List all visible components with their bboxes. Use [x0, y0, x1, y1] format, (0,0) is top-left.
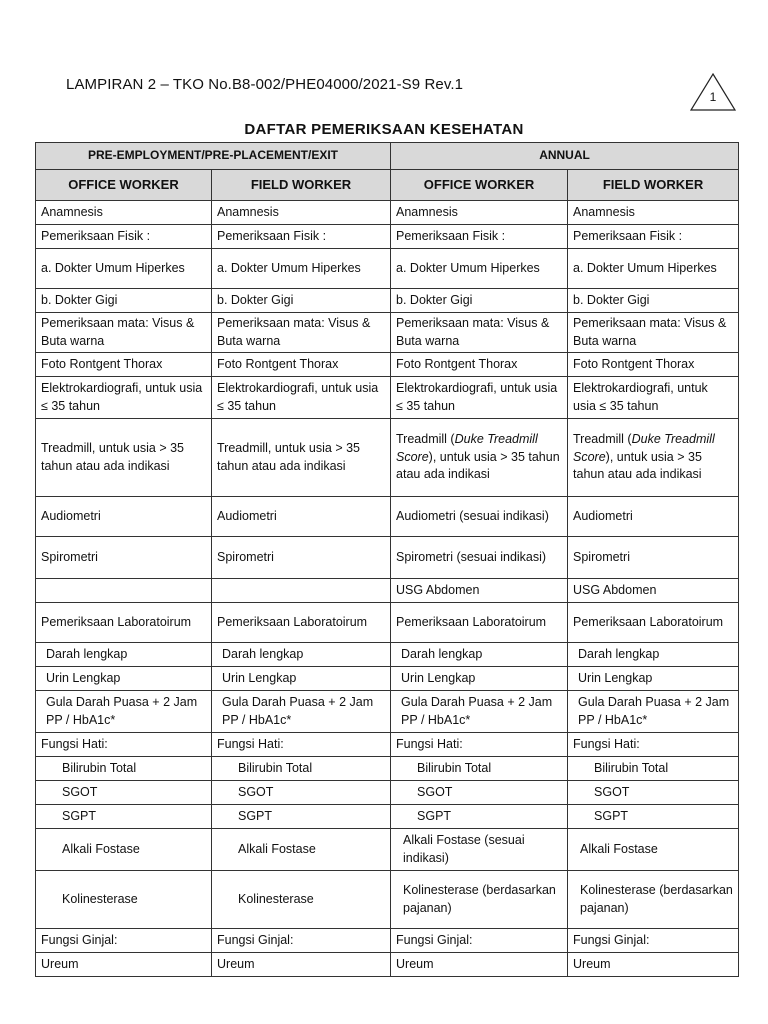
cell-text-italic: Duke Treadmill Score — [396, 432, 538, 464]
table-cell: SGPT — [391, 805, 568, 829]
table-cell: Pemeriksaan Laboratoirum — [568, 603, 739, 643]
table-cell: Pemeriksaan Fisik : — [36, 225, 212, 249]
column-header: OFFICE WORKER — [391, 170, 568, 201]
table-cell: Bilirubin Total — [36, 757, 212, 781]
table-cell: Fungsi Ginjal: — [212, 929, 391, 953]
table-cell: Pemeriksaan Laboratoirum — [391, 603, 568, 643]
table-cell: b. Dokter Gigi — [568, 289, 739, 313]
table-cell: Anamnesis — [36, 201, 212, 225]
table-cell: Pemeriksaan mata: Visus & Buta warna — [36, 313, 212, 353]
table-row — [36, 579, 739, 603]
table-cell: Foto Rontgent Thorax — [212, 353, 391, 377]
table-cell: Urin Lengkap — [212, 667, 391, 691]
table-cell: a. Dokter Umum Hiperkes — [568, 249, 739, 289]
table-row — [36, 781, 739, 805]
table-cell: Foto Rontgent Thorax — [568, 353, 739, 377]
table-cell: Pemeriksaan Fisik : — [568, 225, 739, 249]
exam-table — [35, 142, 739, 977]
table-row — [36, 313, 739, 353]
table-cell: Spirometri (sesuai indikasi) — [391, 537, 568, 579]
table-cell: Kolinesterase (berdasarkan pajanan) — [391, 871, 568, 929]
table-cell: Bilirubin Total — [568, 757, 739, 781]
table-row — [36, 537, 739, 579]
table-cell: Pemeriksaan Laboratoirum — [36, 603, 212, 643]
table-cell: USG Abdomen — [568, 579, 739, 603]
table-row — [36, 225, 739, 249]
table-cell: Gula Darah Puasa + 2 Jam PP / HbA1c* — [568, 691, 739, 733]
table-row — [36, 805, 739, 829]
table-cell: Treadmill, untuk usia > 35 tahun atau ada indikasi — [212, 419, 391, 497]
table-cell: Pemeriksaan mata: Visus & Buta warna — [391, 313, 568, 353]
table-cell: a. Dokter Umum Hiperkes — [36, 249, 212, 289]
table-cell: b. Dokter Gigi — [391, 289, 568, 313]
table-cell: Alkali Fostase (sesuai indikasi) — [391, 829, 568, 871]
table-row — [36, 377, 739, 419]
table-cell: Kolinesterase — [36, 871, 212, 929]
table-cell: Alkali Fostase — [568, 829, 739, 871]
table-cell: Bilirubin Total — [391, 757, 568, 781]
page-title: DAFTAR PEMERIKSAAN KESEHATAN — [244, 121, 524, 138]
table-row — [36, 643, 739, 667]
table-cell: Kolinesterase — [212, 871, 391, 929]
table-row — [36, 667, 739, 691]
table-cell: Fungsi Hati: — [391, 733, 568, 757]
table-cell: Anamnesis — [212, 201, 391, 225]
table-cell: Fungsi Ginjal: — [568, 929, 739, 953]
table-row — [36, 353, 739, 377]
table-row — [36, 497, 739, 537]
table-cell: Elektrokardiografi, untuk usia ≤ 35 tahun — [212, 377, 391, 419]
table-cell — [36, 579, 212, 603]
table-cell: Bilirubin Total — [212, 757, 391, 781]
table-cell: Ureum — [391, 953, 568, 977]
table-cell: Urin Lengkap — [568, 667, 739, 691]
column-header: FIELD WORKER — [212, 170, 391, 201]
table-row — [36, 757, 739, 781]
table-row — [36, 419, 739, 497]
table-cell: Elektrokardiografi, untuk usia ≤ 35 tahun — [568, 377, 739, 419]
table-cell: Elektrokardiografi, untuk usia ≤ 35 tahun — [391, 377, 568, 419]
table-cell: Audiometri — [212, 497, 391, 537]
table-row — [36, 953, 739, 977]
group-header-row — [36, 143, 739, 170]
table-row — [36, 829, 739, 871]
table-cell: a. Dokter Umum Hiperkes — [212, 249, 391, 289]
table-cell: Gula Darah Puasa + 2 Jam PP / HbA1c* — [36, 691, 212, 733]
table-cell-treadmill-annual-office — [391, 419, 568, 497]
table-cell: Alkali Fostase — [212, 829, 391, 871]
cell-text-italic: Duke Treadmill Score — [573, 432, 715, 464]
cell-text: ), untuk usia > 35 tahun atau ada indikasi — [396, 449, 560, 482]
table-cell: SGOT — [391, 781, 568, 805]
table-cell: Audiometri (sesuai indikasi) — [391, 497, 568, 537]
table-cell: Fungsi Ginjal: — [391, 929, 568, 953]
table-cell: Anamnesis — [391, 201, 568, 225]
table-cell: Darah lengkap — [391, 643, 568, 667]
table-cell: SGOT — [212, 781, 391, 805]
cell-text: Treadmill ( — [573, 432, 632, 447]
table-row — [36, 249, 739, 289]
table-row — [36, 201, 739, 225]
table-cell: Audiometri — [568, 497, 739, 537]
table-cell: Fungsi Hati: — [212, 733, 391, 757]
page-number-badge — [689, 72, 737, 112]
table-cell: SGPT — [36, 805, 212, 829]
group-header-pre-employment: PRE-EMPLOYMENT/PRE-PLACEMENT/EXIT — [36, 143, 391, 170]
table-cell: Audiometri — [36, 497, 212, 537]
table-cell: Foto Rontgent Thorax — [36, 353, 212, 377]
table-row — [36, 733, 739, 757]
table-cell: Ureum — [568, 953, 739, 977]
table-cell: Elektrokardiografi, untuk usia ≤ 35 tahun — [36, 377, 212, 419]
table-row — [36, 289, 739, 313]
table-row — [36, 691, 739, 733]
table-cell: Foto Rontgent Thorax — [391, 353, 568, 377]
table-cell: Gula Darah Puasa + 2 Jam PP / HbA1c* — [212, 691, 391, 733]
table-cell: USG Abdomen — [391, 579, 568, 603]
table-cell: Fungsi Hati: — [36, 733, 212, 757]
cell-text: ), untuk usia > 35 tahun atau ada indikasi — [573, 449, 702, 482]
column-header-row — [36, 170, 739, 201]
table-cell: Kolinesterase (berdasarkan pajanan) — [568, 871, 739, 929]
table-row — [36, 603, 739, 643]
table-cell: Pemeriksaan mata: Visus & Buta warna — [212, 313, 391, 353]
table-cell: Fungsi Hati: — [568, 733, 739, 757]
table-cell: Urin Lengkap — [36, 667, 212, 691]
table-row — [36, 929, 739, 953]
table-cell: Darah lengkap — [36, 643, 212, 667]
table-cell: Urin Lengkap — [391, 667, 568, 691]
table-cell: Pemeriksaan Fisik : — [212, 225, 391, 249]
cell-text: Treadmill ( — [396, 432, 455, 447]
group-header-annual: ANNUAL — [391, 143, 739, 170]
table-cell: Pemeriksaan Fisik : — [391, 225, 568, 249]
table-cell: a. Dokter Umum Hiperkes — [391, 249, 568, 289]
table-cell: Fungsi Ginjal: — [36, 929, 212, 953]
table-cell: Spirometri — [36, 537, 212, 579]
table-cell: Treadmill, untuk usia > 35 tahun atau ada indikasi — [36, 419, 212, 497]
column-header: FIELD WORKER — [568, 170, 739, 201]
table-cell: Pemeriksaan mata: Visus & Buta warna — [568, 313, 739, 353]
table-cell — [212, 579, 391, 603]
table-row — [36, 871, 739, 929]
table-cell: Ureum — [36, 953, 212, 977]
table-cell: Anamnesis — [568, 201, 739, 225]
table-cell: b. Dokter Gigi — [212, 289, 391, 313]
table-cell: SGPT — [212, 805, 391, 829]
table-cell: b. Dokter Gigi — [36, 289, 212, 313]
table-cell: Ureum — [212, 953, 391, 977]
table-cell: Darah lengkap — [568, 643, 739, 667]
table-cell: Spirometri — [212, 537, 391, 579]
page-number: 1 — [709, 90, 717, 104]
table-cell: Gula Darah Puasa + 2 Jam PP / HbA1c* — [391, 691, 568, 733]
column-header: OFFICE WORKER — [36, 170, 212, 201]
document-reference: LAMPIRAN 2 – TKO No.B8-002/PHE04000/2021-S9 Rev.1 — [66, 76, 464, 93]
table-cell: SGPT — [568, 805, 739, 829]
table-cell: SGOT — [568, 781, 739, 805]
table-cell: SGOT — [36, 781, 212, 805]
table-cell: Pemeriksaan Laboratoirum — [212, 603, 391, 643]
table-cell: Spirometri — [568, 537, 739, 579]
table-cell: Darah lengkap — [212, 643, 391, 667]
table-cell: Alkali Fostase — [36, 829, 212, 871]
table-cell-treadmill-annual-field — [568, 419, 739, 497]
